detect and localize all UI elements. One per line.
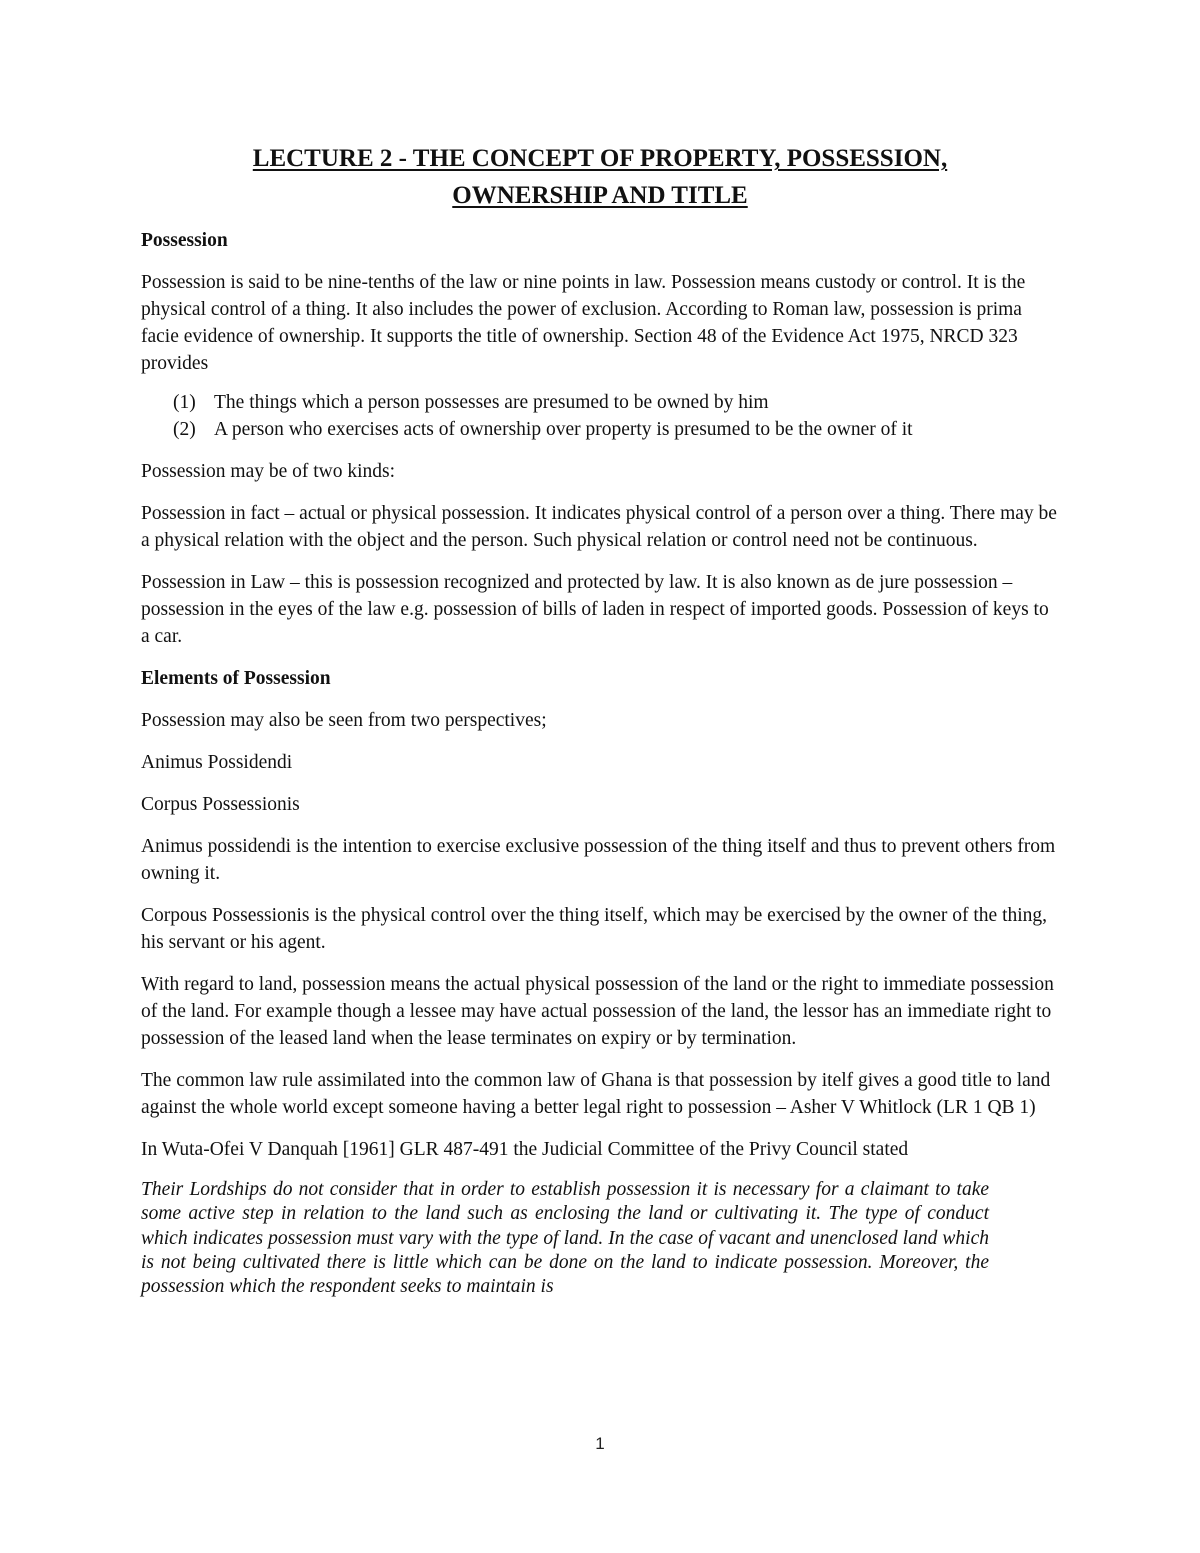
list-item-text: A person who exercises acts of ownership over property is presumed to be the owner of it [214, 419, 913, 440]
paragraph-animus-possidendi: Animus Possidendi [141, 752, 293, 773]
title-line-1: LECTURE 2 - THE CONCEPT OF PROPERTY, POSSESSION, [252, 145, 948, 172]
heading-possession: Possession [141, 230, 228, 251]
paragraph-animus-definition: Animus possidendi is the intention to exercise exclusive possession of the thing itself and thus to prevent others from owning it. [141, 836, 1056, 884]
paragraph-kinds: Possession may be of two kinds: [141, 461, 396, 482]
paragraph-land: With regard to land, possession means the actual physical possession of the land or the right to immediate possession of the land. For example though a lessee may have actual possession of the land, the lessor has an immediate right to possession of the leased land when the lease terminates on expiry or by termination. [141, 974, 1054, 1049]
paragraph-intro: Possession is said to be nine-tenths of the law or nine points in law. Possession means custody or control. It is the physical control of a thing. It also includes the power of exclusion. According to Roman law, possession is prima facie evidence of ownership. It supports the title of ownership. Section 48 of the Evidence Act 1975, NRCD 323 provides [141, 272, 1026, 374]
paragraph-corpus-possessionis: Corpus Possessionis [141, 794, 300, 815]
list-item [141, 389, 1061, 416]
paragraph-possession-in-fact: Possession in fact – actual or physical possession. It indicates physical control of a person over a thing. There may be a physical relation with the object and the person. Such physical relation or control need not be continuous. [141, 503, 1057, 551]
list-item-text: The things which a person possesses are presumed to be owned by him [214, 392, 769, 413]
numbered-list [141, 389, 1061, 443]
paragraph-corpus-definition: Corpous Possessionis is the physical control over the thing itself, which may be exercised by the owner of the thing, his servant or his agent. [141, 905, 1048, 953]
list-item-number: (2) [173, 419, 196, 440]
block-quote: Their Lordships do not consider that in order to establish possession it is necessary for a claimant to take some active step in relation to the land such as enclosing the land or cultivating it. The type of conduct which indicates possession must vary with the type of land. In the case of vacant and unenclosed land which is not being cultivated there is little which can be done on the land to indicate possession. Moreover, the possession which the respondent seeks to maintain is [141, 1179, 989, 1298]
document-body [141, 227, 1061, 1314]
paragraph-perspectives: Possession may also be seen from two perspectives; [141, 710, 547, 731]
paragraph-wuta-ofei: In Wuta-Ofei V Danquah [1961] GLR 487-491 the Judicial Committee of the Privy Council stated [141, 1139, 909, 1160]
list-item-number: (1) [173, 392, 196, 413]
page-title [140, 140, 1060, 214]
page-number: 1 [595, 1434, 605, 1453]
paragraph-common-law: The common law rule assimilated into the common law of Ghana is that possession by itelf gives a good title to land against the whole world except someone having a better legal right to possession – Asher V Whitlock (LR 1 QB 1) [141, 1070, 1051, 1118]
list-item [141, 416, 1061, 443]
paragraph-possession-in-law: Possession in Law – this is possession recognized and protected by law. It is also known as de jure possession – possession in the eyes of the law e.g. possession of bills of laden in respect of imported goods. Possession of keys to a car. [141, 572, 1049, 647]
heading-elements-of-possession: Elements of Possession [141, 668, 331, 689]
title-line-2: OWNERSHIP AND TITLE [452, 182, 748, 209]
